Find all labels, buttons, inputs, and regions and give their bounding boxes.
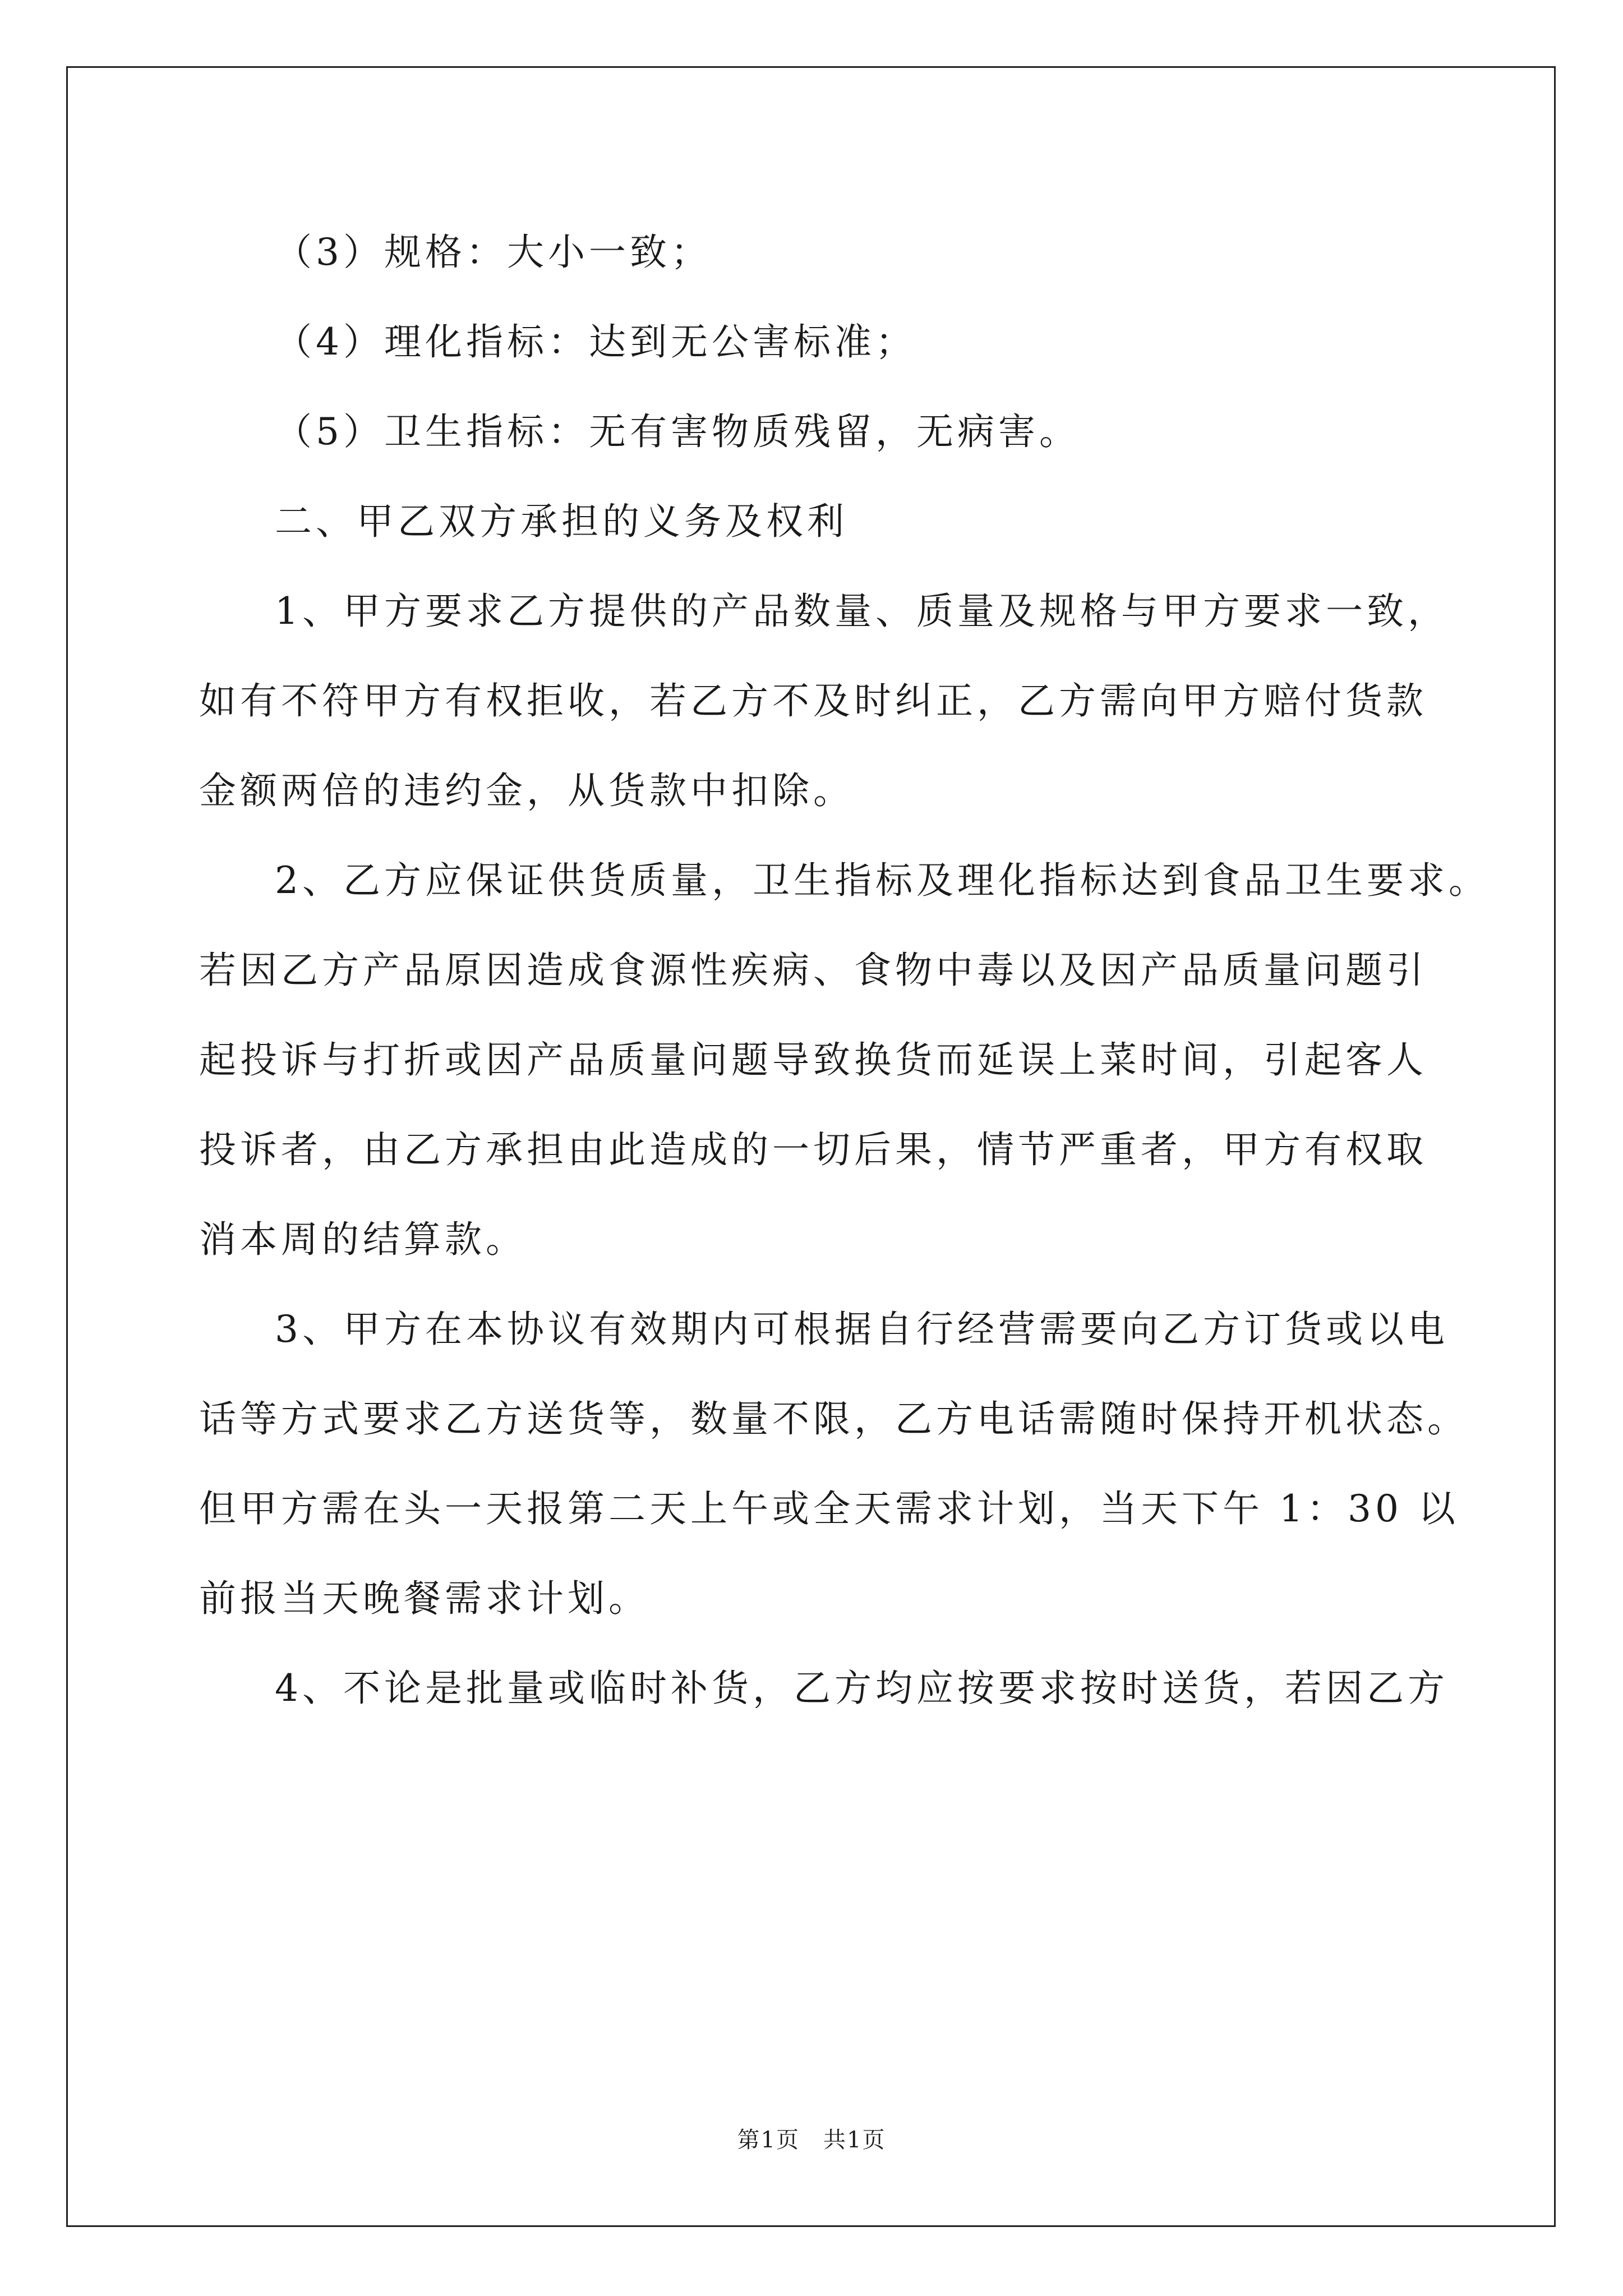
clause-2-line-5: 消本周的结算款。 xyxy=(199,1218,527,1261)
clause-1-line-3: 金额两倍的违约金，从货款中扣除。 xyxy=(199,769,854,812)
clause-2-line-1: 2、乙方应保证供货质量，卫生指标及理化指标达到食品卫生要求。 xyxy=(275,859,1490,902)
clause-3-line-1: 3、甲方在本协议有效期内可根据自行经营需要向乙方订货或以电 xyxy=(275,1308,1449,1351)
clause-4-line-1: 4、不论是批量或临时补货，乙方均应按要求按时送货，若因乙方 xyxy=(275,1667,1449,1710)
spec-physchem-line: （4）理化指标：达到无公害标准； xyxy=(275,320,916,364)
clause-3-line-3: 但甲方需在头一天报第二天上午或全天需求计划，当天下午 1：30 以 xyxy=(199,1487,1459,1530)
clause-1-line-1: 1、甲方要求乙方提供的产品数量、质量及规格与甲方要求一致， xyxy=(275,590,1449,633)
clause-3-line-2: 话等方式要求乙方送货等，数量不限，乙方电话需随时保持开机状态。 xyxy=(199,1397,1468,1441)
clause-2-line-3: 起投诉与打折或因产品质量问题导致换货而延误上菜时间，引起客人 xyxy=(199,1038,1427,1082)
page-footer: 第1页 共1页 xyxy=(737,2127,886,2153)
clause-3-line-4: 前报当天晚餐需求计划。 xyxy=(199,1577,649,1620)
spec-size-line: （3）规格：大小一致； xyxy=(275,231,712,274)
clause-2-line-2: 若因乙方产品原因造成食源性疾病、食物中毒以及因产品质量问题引 xyxy=(199,949,1427,992)
section-heading: 二、甲乙双方承担的义务及权利 xyxy=(275,500,848,543)
clause-2-line-4: 投诉者，由乙方承担由此造成的一切后果，情节严重者，甲方有权取 xyxy=(199,1128,1427,1171)
clause-1-line-2: 如有不符甲方有权拒收，若乙方不及时纠正，乙方需向甲方赔付货款 xyxy=(199,679,1427,723)
spec-hygiene-line: （5）卫生指标：无有害物质残留，无病害。 xyxy=(275,410,1080,453)
